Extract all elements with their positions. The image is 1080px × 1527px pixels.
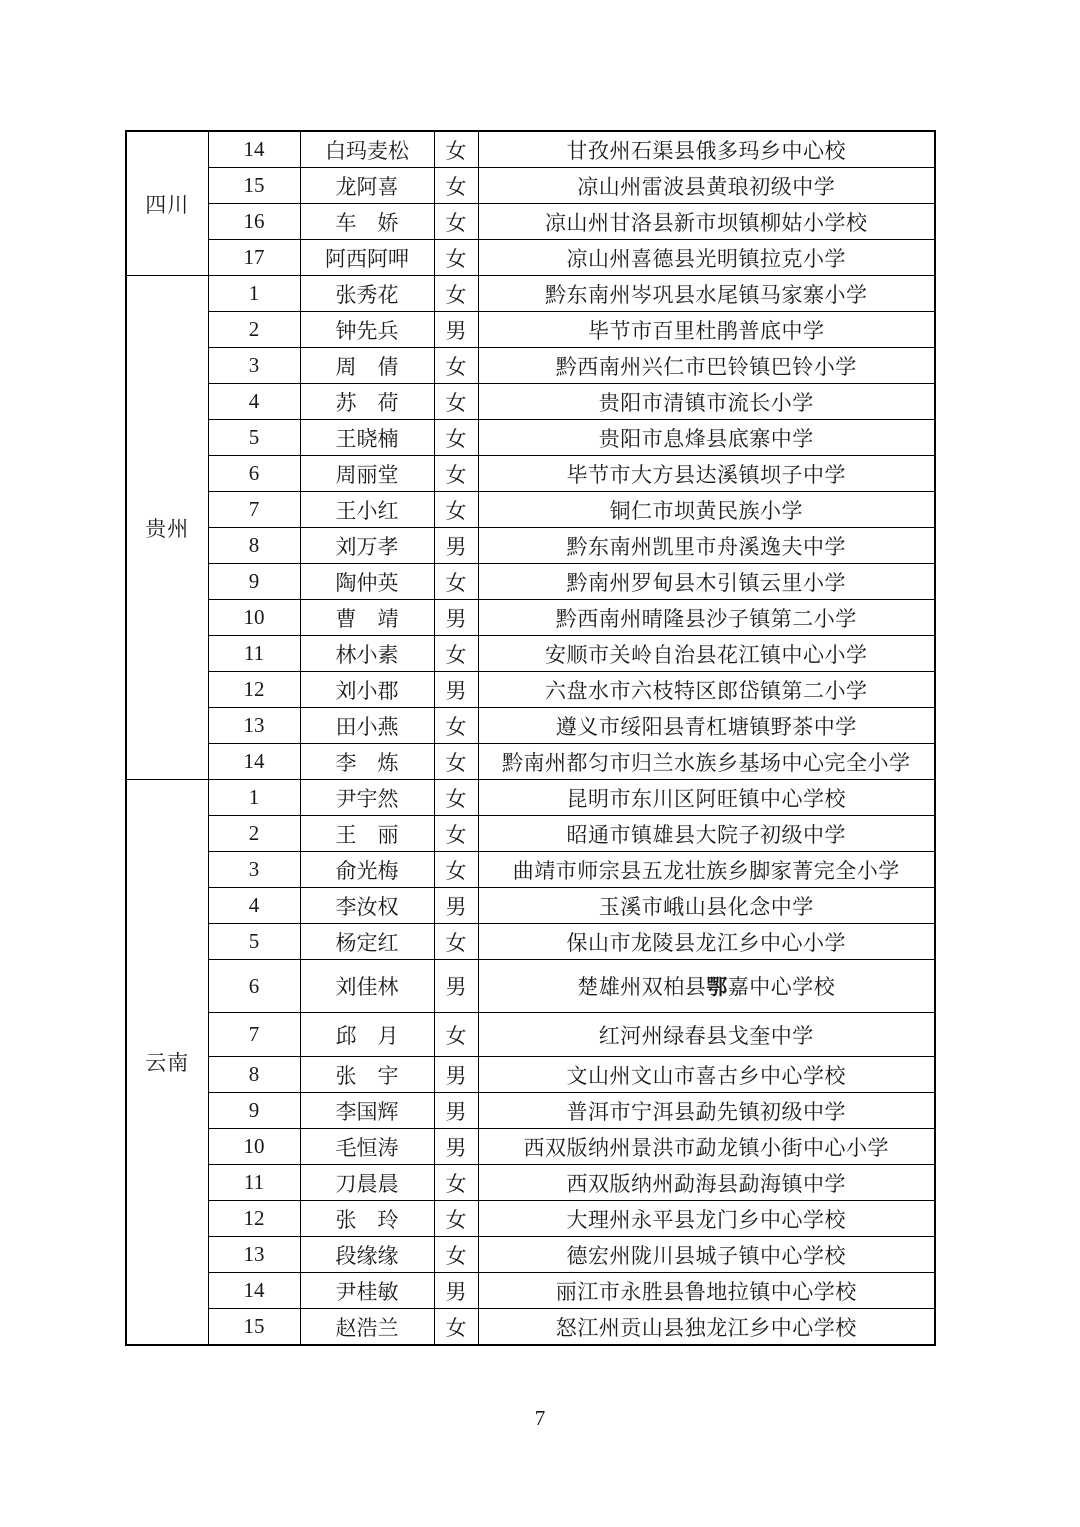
cell-school: 甘孜州石渠县俄多玛乡中心校 [478, 131, 935, 168]
table-row [126, 204, 935, 240]
table-row [126, 168, 935, 204]
table-row [126, 492, 935, 528]
cell-school: 贵阳市清镇市流长小学 [478, 384, 935, 420]
cell-school: 安顺市关岭自治县花江镇中心小学 [478, 636, 935, 672]
cell-school: 毕节市百里杜鹃普底中学 [478, 312, 935, 348]
province-cell: 四川 [126, 131, 208, 276]
cell-school: 怒江州贡山县独龙江乡中心学校 [478, 1309, 935, 1346]
cell-school: 凉山州甘洛县新市坝镇柳姑小学校 [478, 204, 935, 240]
cell-name: 阿西阿呷 [300, 240, 434, 276]
cell-number: 17 [208, 240, 300, 276]
table-row [126, 312, 935, 348]
cell-school: 大理州永平县龙门乡中心学校 [478, 1201, 935, 1237]
cell-number: 1 [208, 780, 300, 816]
variant-glyph: 鄂 [706, 976, 728, 999]
cell-school: 玉溪市峨山县化念中学 [478, 888, 935, 924]
table-row [126, 888, 935, 924]
cell-school: 西双版纳州勐海县勐海镇中学 [478, 1165, 935, 1201]
cell-school: 保山市龙陵县龙江乡中心小学 [478, 924, 935, 960]
cell-gender: 女 [434, 1237, 478, 1273]
cell-number: 4 [208, 384, 300, 420]
cell-school: 毕节市大方县达溪镇坝子中学 [478, 456, 935, 492]
cell-gender: 女 [434, 564, 478, 600]
province-cell: 云南 [126, 780, 208, 1346]
table-row [126, 240, 935, 276]
cell-school: 西双版纳州景洪市勐龙镇小街中心小学 [478, 1129, 935, 1165]
cell-number: 6 [208, 456, 300, 492]
table-row [126, 276, 935, 312]
table-row [126, 1165, 935, 1201]
cell-gender: 女 [434, 1309, 478, 1346]
cell-gender: 女 [434, 384, 478, 420]
cell-name: 刀晨晨 [300, 1165, 434, 1201]
cell-gender: 女 [434, 816, 478, 852]
cell-school: 黔东南州岑巩县水尾镇马家寨小学 [478, 276, 935, 312]
cell-number: 4 [208, 888, 300, 924]
cell-school: 曲靖市师宗县五龙壮族乡脚家菁完全小学 [478, 852, 935, 888]
table-row [126, 1309, 935, 1346]
cell-gender: 男 [434, 1129, 478, 1165]
cell-school: 凉山州雷波县黄琅初级中学 [478, 168, 935, 204]
cell-number: 15 [208, 168, 300, 204]
cell-gender: 女 [434, 780, 478, 816]
cell-school: 遵义市绥阳县青杠塘镇野茶中学 [478, 708, 935, 744]
cell-number: 10 [208, 1129, 300, 1165]
cell-name: 段缘缘 [300, 1237, 434, 1273]
cell-gender: 女 [434, 276, 478, 312]
cell-gender: 女 [434, 1165, 478, 1201]
table-row [126, 1093, 935, 1129]
cell-gender: 男 [434, 1093, 478, 1129]
cell-gender: 女 [434, 1201, 478, 1237]
cell-name: 张 玲 [300, 1201, 434, 1237]
province-cell: 贵州 [126, 276, 208, 780]
cell-name: 苏 荷 [300, 384, 434, 420]
cell-name: 尹宇然 [300, 780, 434, 816]
cell-number: 13 [208, 1237, 300, 1273]
cell-school: 黔南州罗甸县木引镇云里小学 [478, 564, 935, 600]
cell-name: 曹 靖 [300, 600, 434, 636]
table-row [126, 672, 935, 708]
cell-gender: 女 [434, 240, 478, 276]
cell-number: 13 [208, 708, 300, 744]
table-row [126, 960, 935, 1013]
table-row [126, 852, 935, 888]
page-number: 7 [534, 1406, 546, 1430]
cell-number: 7 [208, 1013, 300, 1057]
cell-school: 德宏州陇川县城子镇中心学校 [478, 1237, 935, 1273]
cell-number: 3 [208, 852, 300, 888]
cell-name: 俞光梅 [300, 852, 434, 888]
cell-gender: 女 [434, 492, 478, 528]
cell-gender: 女 [434, 924, 478, 960]
cell-gender: 男 [434, 1273, 478, 1309]
table-row [126, 1013, 935, 1057]
cell-number: 11 [208, 1165, 300, 1201]
cell-school: 凉山州喜德县光明镇拉克小学 [478, 240, 935, 276]
cell-number: 6 [208, 960, 300, 1013]
cell-gender: 男 [434, 888, 478, 924]
cell-gender: 女 [434, 456, 478, 492]
cell-number: 9 [208, 564, 300, 600]
cell-name: 刘佳林 [300, 960, 434, 1013]
cell-name: 王小红 [300, 492, 434, 528]
cell-name: 毛恒涛 [300, 1129, 434, 1165]
table-row [126, 708, 935, 744]
cell-gender: 女 [434, 204, 478, 240]
cell-gender: 女 [434, 168, 478, 204]
cell-school: 红河州绿春县戈奎中学 [478, 1013, 935, 1057]
cell-name: 白玛麦松 [300, 131, 434, 168]
cell-number: 7 [208, 492, 300, 528]
cell-number: 10 [208, 600, 300, 636]
cell-number: 12 [208, 1201, 300, 1237]
cell-name: 李汝权 [300, 888, 434, 924]
cell-number: 14 [208, 131, 300, 168]
cell-number: 11 [208, 636, 300, 672]
cell-name: 田小燕 [300, 708, 434, 744]
table-row [126, 744, 935, 780]
cell-gender: 女 [434, 1013, 478, 1057]
cell-name: 周 倩 [300, 348, 434, 384]
cell-number: 5 [208, 420, 300, 456]
cell-gender: 女 [434, 636, 478, 672]
cell-number: 8 [208, 528, 300, 564]
cell-name: 王晓楠 [300, 420, 434, 456]
cell-gender: 女 [434, 744, 478, 780]
cell-gender: 女 [434, 348, 478, 384]
table-row [126, 780, 935, 816]
cell-gender: 男 [434, 528, 478, 564]
cell-school: 贵阳市息烽县底寨中学 [478, 420, 935, 456]
cell-name: 杨定红 [300, 924, 434, 960]
cell-name: 李国辉 [300, 1093, 434, 1129]
table-row [126, 131, 935, 168]
cell-number: 1 [208, 276, 300, 312]
cell-school: 文山州文山市喜古乡中心学校 [478, 1057, 935, 1093]
cell-gender: 男 [434, 1057, 478, 1093]
cell-name: 刘小郡 [300, 672, 434, 708]
cell-number: 16 [208, 204, 300, 240]
cell-name: 陶仲英 [300, 564, 434, 600]
table-row [126, 564, 935, 600]
cell-school: 丽江市永胜县鲁地拉镇中心学校 [478, 1273, 935, 1309]
table-row [126, 1273, 935, 1309]
table-row [126, 600, 935, 636]
cell-name: 车 娇 [300, 204, 434, 240]
cell-school: 黔南州都匀市归兰水族乡基场中心完全小学 [478, 744, 935, 780]
cell-gender: 男 [434, 672, 478, 708]
table-row [126, 456, 935, 492]
cell-name: 周丽堂 [300, 456, 434, 492]
table-row [126, 528, 935, 564]
table-row [126, 1237, 935, 1273]
cell-name: 李 炼 [300, 744, 434, 780]
cell-school: 六盘水市六枝特区郎岱镇第二小学 [478, 672, 935, 708]
cell-gender: 男 [434, 600, 478, 636]
cell-gender: 男 [434, 312, 478, 348]
cell-name: 龙阿喜 [300, 168, 434, 204]
cell-school: 昆明市东川区阿旺镇中心学校 [478, 780, 935, 816]
table-row [126, 1057, 935, 1093]
cell-school: 黔西南州晴隆县沙子镇第二小学 [478, 600, 935, 636]
cell-school: 普洱市宁洱县勐先镇初级中学 [478, 1093, 935, 1129]
cell-name: 钟先兵 [300, 312, 434, 348]
cell-name: 邱 月 [300, 1013, 434, 1057]
cell-name: 张秀花 [300, 276, 434, 312]
cell-number: 12 [208, 672, 300, 708]
table-row [126, 924, 935, 960]
cell-name: 刘万孝 [300, 528, 434, 564]
cell-gender: 女 [434, 131, 478, 168]
cell-number: 3 [208, 348, 300, 384]
table-row [126, 1201, 935, 1237]
table-row [126, 384, 935, 420]
table-row [126, 420, 935, 456]
cell-number: 2 [208, 816, 300, 852]
cell-number: 14 [208, 744, 300, 780]
cell-name: 林小素 [300, 636, 434, 672]
cell-school: 黔东南州凯里市舟溪逸夫中学 [478, 528, 935, 564]
table-row [126, 636, 935, 672]
cell-name: 张 宇 [300, 1057, 434, 1093]
cell-number: 5 [208, 924, 300, 960]
table-row [126, 348, 935, 384]
cell-school: 昭通市镇雄县大院子初级中学 [478, 816, 935, 852]
teacher-roster-table [125, 130, 936, 1346]
cell-number: 8 [208, 1057, 300, 1093]
cell-name: 王 丽 [300, 816, 434, 852]
cell-number: 14 [208, 1273, 300, 1309]
cell-number: 9 [208, 1093, 300, 1129]
cell-gender: 男 [434, 960, 478, 1013]
cell-gender: 女 [434, 708, 478, 744]
cell-name: 赵浩兰 [300, 1309, 434, 1346]
cell-number: 15 [208, 1309, 300, 1346]
table-row [126, 1129, 935, 1165]
cell-number: 2 [208, 312, 300, 348]
cell-school: 黔西南州兴仁市巴铃镇巴铃小学 [478, 348, 935, 384]
table-row [126, 816, 935, 852]
cell-school: 楚雄州双柏县鄂嘉中心学校 [478, 960, 935, 1013]
cell-school: 铜仁市坝黄民族小学 [478, 492, 935, 528]
cell-gender: 女 [434, 852, 478, 888]
cell-gender: 女 [434, 420, 478, 456]
cell-name: 尹桂敏 [300, 1273, 434, 1309]
